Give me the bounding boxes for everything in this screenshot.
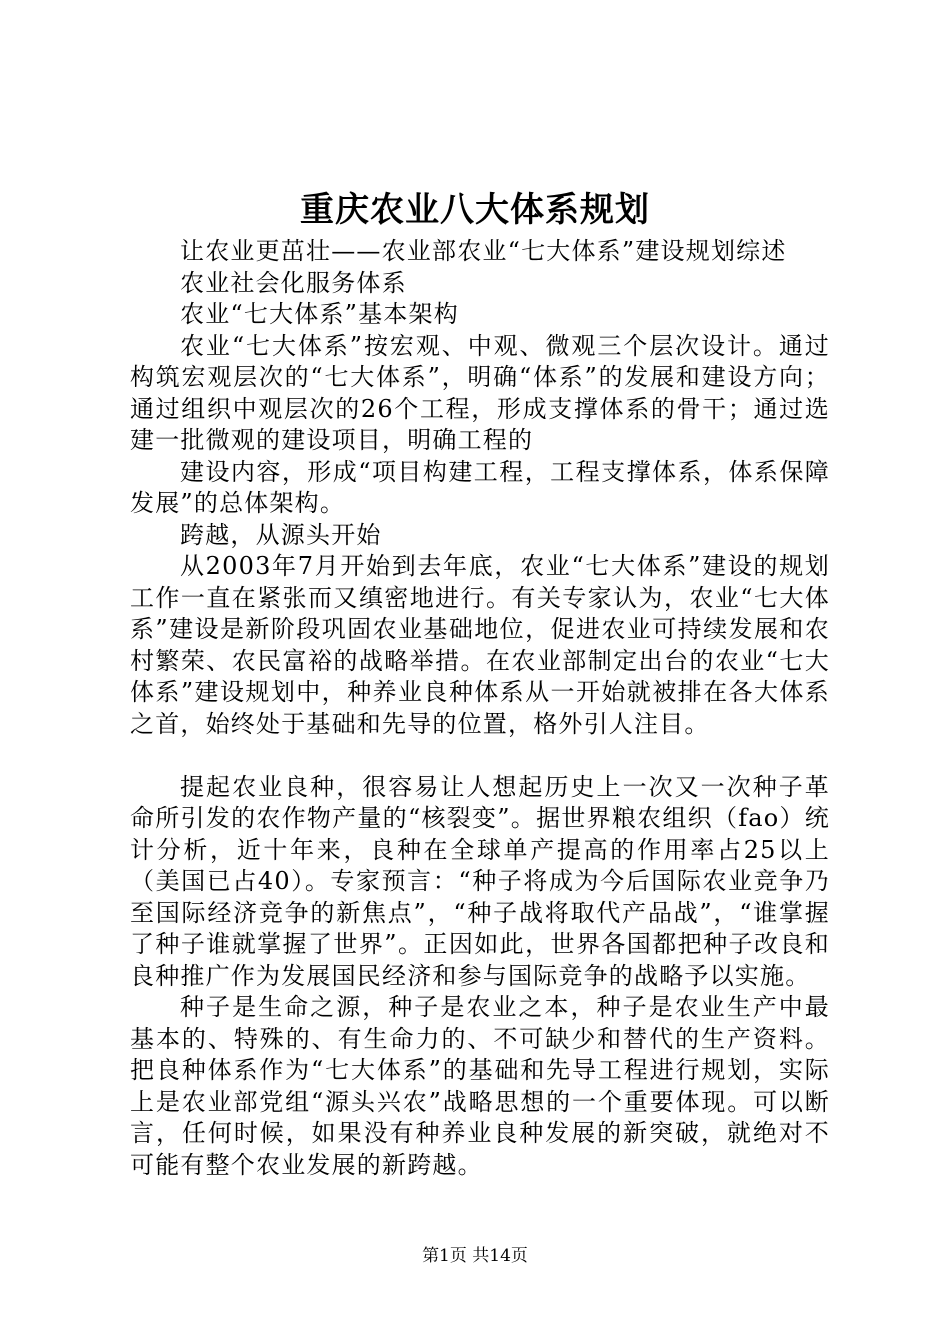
paragraph-section-heading: 农业社会化服务体系 (180, 268, 407, 297)
paragraph-section-heading: 跨越，从源头开始 (180, 520, 382, 549)
paragraph-subtitle: 让农业更茁壮——农业部农业“七大体系”建设规划综述 (180, 237, 787, 265)
paragraph: 从2003年7月开始到去年底，农业“七大体系”建设的规划工作一直在紧张而又缜密地进行。有关专家认为，农业“七大体系”建设是新阶段巩固农业基础地位，促进农业可持续发展和农村繁荣、农民富裕的战略举措。在农业部制定出台的农业“七大体系”建设规划中，种养业良种体系从一开始就被排在各大体系之首，始终处于基础和先导的位置，格外引人注目。 (130, 552, 830, 738)
paragraph-spacer (130, 740, 830, 772)
paragraph-section-heading: 农业“七大体系”基本架构 (180, 300, 459, 328)
paragraph: 建设内容，形成“项目构建工程，工程支撑体系，体系保障发展”的总体架构。 (130, 457, 830, 517)
paragraph: 农业“七大体系”按宏观、中观、微观三个层次设计。通过构筑宏观层次的“七大体系”，明确“体系”的发展和建设方向；通过组织中观层次的26个工程，形成支撑体系的骨干；通过选建一批微观的建设项目，明确工程的 (130, 331, 830, 454)
page-number-footer: 第1页 共14页 (422, 1246, 528, 1266)
paragraph: 种子是生命之源，种子是农业之本，种子是农业生产中最基本的、特殊的、有生命力的、不可缺少和替代的生产资料。把良种体系作为“七大体系”的基础和先导工程进行规划，实际上是农业部党组“源头兴农”战略思想的一个重要体现。可以断言，任何时候，如果没有种养业良种发展的新突破，就绝对不可能有整个农业发展的新跨越。 (130, 993, 830, 1179)
document-body (130, 236, 830, 1181)
document-title: 重庆农业八大体系规划 (300, 190, 650, 230)
paragraph: 提起农业良种，很容易让人想起历史上一次又一次种子革命所引发的农作物产量的“核裂变”。据世界粮农组织（fao）统计分析，近十年来，良种在全球单产提高的作用率占25以上（美国已占40）。专家预言：“种子将成为今后国际农业竞争乃至国际经济竞争的新焦点”，“种子战将取代产品战”，“谁掌握了种子谁就掌握了世界”。正因如此，世界各国都把种子改良和良种推广作为发展国民经济和参与国际竞争的战略予以实施。 (130, 772, 830, 990)
